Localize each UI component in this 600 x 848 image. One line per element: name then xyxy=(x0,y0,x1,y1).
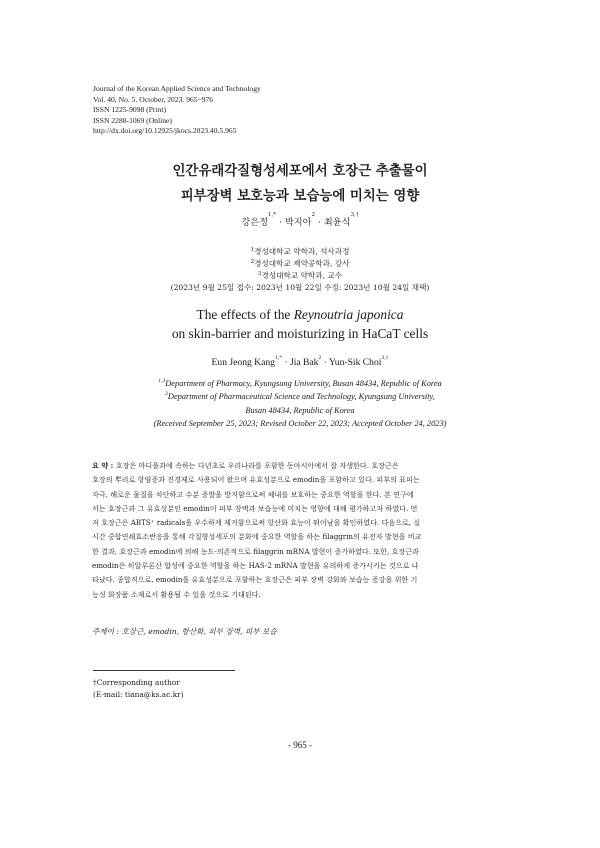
en-affiliation-1-text: Department of Pharmacy, Kyungsung University, Busan 48434, Republic of Korea xyxy=(165,379,442,388)
abstract-line: 타났다. 종합적으로, emodin을 유효성분으로 포함하는 호장근은 피부 장벽 강화와 보습능 증강을 위한 기 xyxy=(92,575,418,585)
author-2-sup: 2 xyxy=(311,212,316,218)
affiliation-3 xyxy=(0,270,600,282)
affiliation-2-text: 경성대학교 제약공학과, 강사 xyxy=(254,259,350,268)
korean-title-line2: 피부장벽 보호능과 보습능에 미치는 영향 xyxy=(180,188,420,204)
abstract-line-text: 호장은 마디풀과에 속하는 다년초로 우리나라를 포함한 동아시아에서 잘 자생한다. 호장근은 xyxy=(115,461,399,470)
abstract-line: 시간 중합연쇄효소반응을 통해 각질형성세포의 분화에 중요한 역할을 하는 filaggrin의 유전자 발현을 비교 xyxy=(92,532,422,542)
en-affiliation-2-text: Department of Pharmaceutical Science and Technology, Kyungsung University, xyxy=(167,392,435,402)
affiliation-2 xyxy=(0,258,600,270)
page-number: - 965 - xyxy=(288,740,312,750)
author-1-sup: 1,* xyxy=(267,212,277,218)
author-separator: · xyxy=(276,217,285,228)
abstract-line: 능성 화장품 소재로서 활용될 수 있을 것으로 기대된다. xyxy=(92,589,261,599)
species-name: Reynoutria japonica xyxy=(293,307,404,322)
en-affiliation-2 xyxy=(0,390,600,403)
abstract-line: 한 결과, 호장근과 emodin에 의해 농도-의존적으로 filaggrin mRNA 발현이 증가하였다. 또한, 호장근과 xyxy=(92,546,419,556)
author-separator: · xyxy=(321,357,329,368)
english-authors xyxy=(0,357,600,368)
korean-dates: (2023년 9월 25일 접수: 2023년 10월 22일 수정: 2023년 10월 24일 채택) xyxy=(170,283,430,292)
author-2: 박지아 xyxy=(284,217,312,228)
english-title-line2: on skin-barrier and moisturizing in HaCaT cells xyxy=(171,325,429,341)
en-affiliation-2-sup: 2 xyxy=(165,391,168,398)
abstract-heading: 요 약 : xyxy=(92,461,116,470)
author-3-sup: 3,† xyxy=(350,212,359,218)
issn-online: ISSN 2288-1069 (Online) xyxy=(93,115,172,125)
affiliation-2-sup: 2 xyxy=(250,259,255,265)
author-separator: · xyxy=(281,357,290,368)
journal-name: Journal of the Korean Applied Science and Technology xyxy=(93,84,261,93)
author-3-en-sup: 3,† xyxy=(381,355,389,361)
abstract-line: 저 호장근은 ABTS⁺ radicals을 우수하게 제거함으로써 항산화 효능이 뛰어남을 확인하였다. 다음으로, 실 xyxy=(92,518,421,528)
keywords: 주제어 : 호장근, emodin, 항산화, 피부 장벽, 피부 보습 xyxy=(92,627,277,636)
issn-print: ISSN 1225-9098 (Print) xyxy=(93,105,166,115)
footnote xyxy=(93,677,184,701)
affiliation-1-sup: 1 xyxy=(250,247,255,253)
abstract-line xyxy=(92,459,510,473)
affiliation-3-text: 경성대학교 약학과, 교수 xyxy=(261,271,343,280)
abstract-line: emodin은 히알루론산 합성에 중요한 역할을 하는 HAS-2 mRNA 발현을 유의하게 증가시키는 것으로 나 xyxy=(92,561,419,571)
author-1-en: Eun Jeong Kang xyxy=(211,357,275,368)
author-2-en: Jia Bak xyxy=(289,357,319,368)
abstract xyxy=(92,459,510,602)
abstract-line: 호장의 뿌리로 항염증과 진경제로 사용되어 왔으며 유효성분으로 emodin을 포함하고 있다. 피부의 표피는 xyxy=(92,475,420,485)
author-1-en-sup: 1,* xyxy=(274,355,282,361)
english-title-line1 xyxy=(0,306,600,325)
doi-link[interactable]: http://dx.doi.org/10.12925/jkocs.2023.40.5.965 xyxy=(93,126,237,136)
author-1: 강은정 xyxy=(241,217,268,228)
en-affiliation-1 xyxy=(0,377,600,390)
abstract-line: 자극, 해로운 물질을 차단하고 수분 증발을 방지함으로써 체내를 보호하는 중요한 역할을 한다. 본 연구에 xyxy=(92,489,414,499)
journal-volume: Vol. 40, No. 5. October, 2023. 965~976 xyxy=(93,94,214,104)
affiliation-1 xyxy=(0,246,600,258)
en-affiliation-2-cont: Busan 48434, Republic of Korea xyxy=(245,405,355,415)
author-separator: · xyxy=(315,217,324,228)
english-title-prefix: The effects of the xyxy=(196,307,294,322)
korean-title-line1: 인간유래각질형성세포에서 호장근 추출물이 xyxy=(172,163,428,179)
journal-header xyxy=(93,84,261,137)
korean-authors xyxy=(0,214,600,228)
english-dates: (Received September 25, 2023; Revised October 22, 2023; Accepted October 24, 2023) xyxy=(153,418,447,428)
en-affiliation-1-sup: 1,3 xyxy=(158,378,166,384)
author-2-en-sup: 2 xyxy=(318,355,322,361)
corresponding-author: †Corresponding author xyxy=(93,678,180,687)
affiliation-3-sup: 3 xyxy=(257,271,262,277)
author-3-en: Yun-Sik Choi xyxy=(328,357,382,368)
english-title xyxy=(0,306,600,343)
abstract-line: 서는 호장근과 그 유효성분인 emodin이 피부 장벽과 보습능에 미치는 영향에 대해 평가하고자 하였다. 먼 xyxy=(92,503,418,513)
author-3: 최윤식 xyxy=(323,217,351,228)
korean-title xyxy=(0,159,600,209)
footnote-divider xyxy=(93,670,235,671)
affiliation-1-text: 경성대학교 약학과, 석사과정 xyxy=(254,247,350,256)
corresponding-email[interactable]: (E-mail: tiana@ks.ac.kr) xyxy=(93,690,184,699)
korean-affiliations xyxy=(0,246,600,294)
english-affiliations xyxy=(0,377,600,430)
